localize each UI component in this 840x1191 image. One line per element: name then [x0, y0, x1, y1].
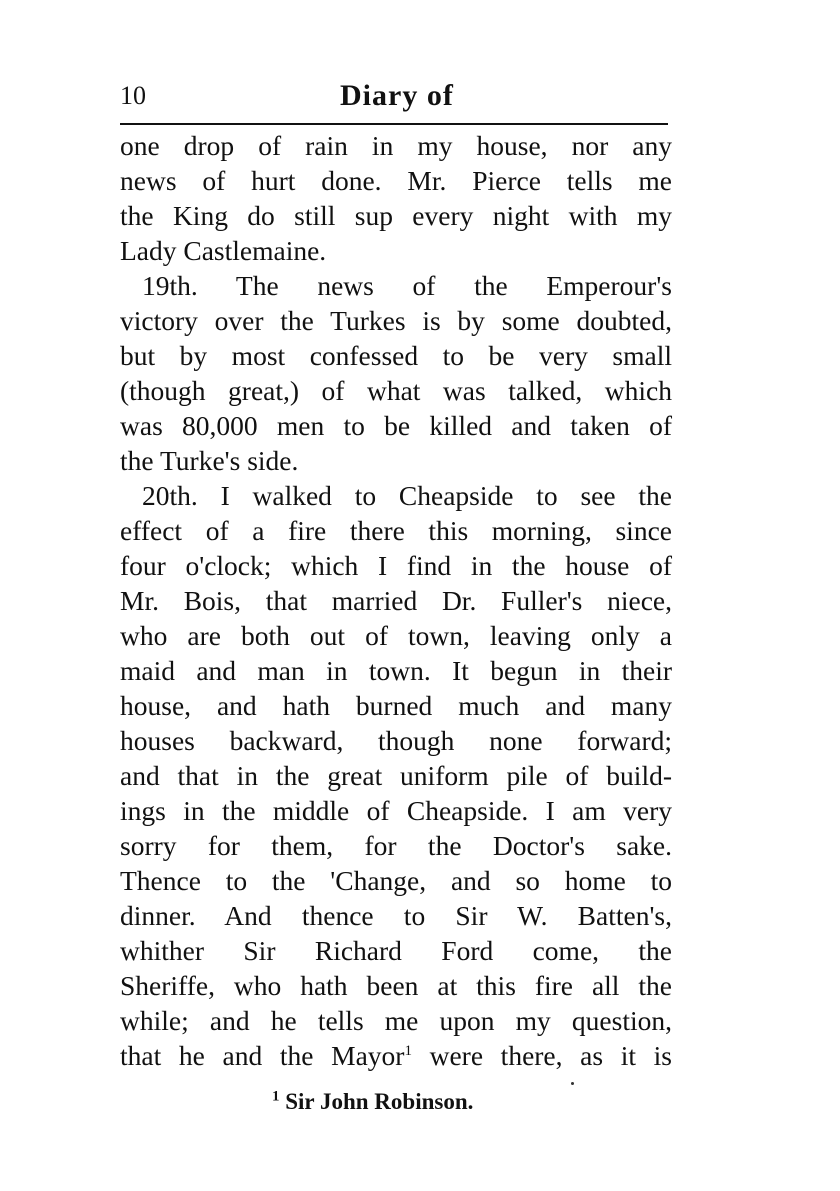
body-text [120, 128, 672, 1073]
text-line: Thence to the 'Change, and so home to [120, 865, 672, 896]
text-line: four o'clock; which I find in the house of [120, 550, 672, 581]
footnote [272, 1086, 473, 1118]
text-line: (though great,) of what was talked, which [120, 375, 672, 406]
text-line: maid and man in town. It begun in their [120, 655, 672, 686]
text-line: who are both out of town, leaving only a [120, 620, 672, 651]
page-number: 10 [120, 81, 146, 110]
footnote-marker: 1 [272, 1088, 280, 1105]
text-line: 20th. I walked to Cheapside to see the [142, 480, 672, 511]
text-line: sorry for them, for the Doctor's sake. [120, 830, 672, 861]
header-rule [120, 123, 668, 125]
text-line: whither Sir Richard Ford come, the [120, 935, 672, 966]
text-line-start: that he and the Mayor [120, 1040, 405, 1071]
text-line-end: were there, as it is [411, 1040, 673, 1071]
text-line: dinner. And thence to Sir W. Batten's, [120, 900, 672, 931]
text-line: the King do still sup every night with my [120, 200, 672, 231]
running-head: Diary of [340, 79, 454, 112]
text-line: ings in the middle of Cheapside. I am very [120, 795, 672, 826]
text-line: victory over the Turkes is by some doubted, [120, 305, 672, 336]
text-line-with-footnote-ref [120, 1038, 672, 1073]
text-line: Sheriffe, who hath been at this fire all the [120, 970, 672, 1001]
text-line: 19th. The news of the Emperour's [142, 270, 672, 301]
text-line: news of hurt done. Mr. Pierce tells me [120, 165, 672, 196]
text-line: was 80,000 men to be killed and taken of [120, 410, 672, 441]
text-line: while; and he tells me upon my question, [120, 1005, 672, 1036]
text-line: house, and hath burned much and many [120, 690, 672, 721]
text-line: but by most confessed to be very small [120, 340, 672, 371]
text-line: houses backward, though none forward; [120, 725, 672, 756]
footnote-text: Sir John Robinson. [279, 1089, 474, 1114]
text-line: and that in the great uniform pile of build- [120, 760, 672, 791]
footnote-reference: 1 [404, 1042, 412, 1059]
text-line: the Turke's side. [120, 445, 299, 476]
page-header [120, 78, 675, 118]
text-line: effect of a fire there this morning, since [120, 515, 672, 546]
text-line: one drop of rain in my house, nor any [120, 130, 672, 161]
text-line: Mr. Bois, that married Dr. Fuller's niece, [120, 585, 672, 616]
text-line: Lady Castlemaine. [120, 235, 327, 266]
print-speck [571, 1082, 574, 1085]
